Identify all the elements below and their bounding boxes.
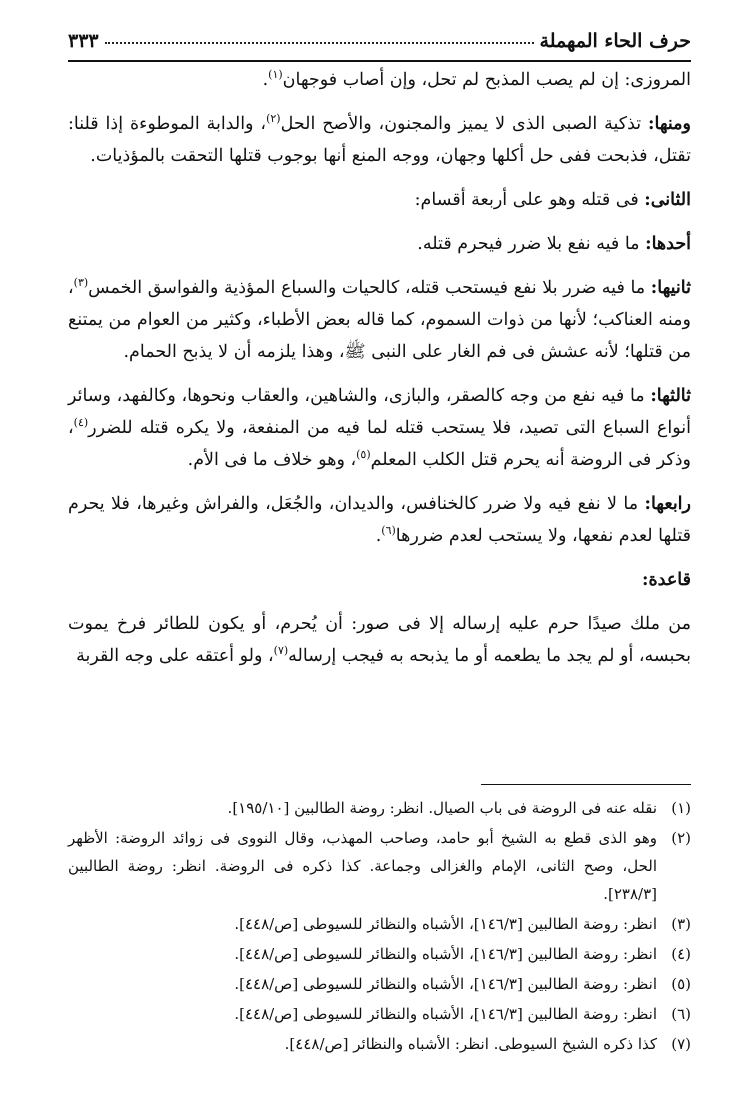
- page-number: ٣٣٣: [68, 30, 99, 52]
- running-header: [68, 16, 691, 52]
- paragraph-6: ثالثها: ما فيه نفع من وجه كالصقر، والبازى، والشاهين، والعقاب ونحوها، وكالفهد، وسائر أنواع السباع التى تصيد، فلا يستحب قتله لما فيه من المنفعة، ولا يكره قتله للضرر$^{(٤)}$، وذكر فى الروضة أنه يحرم قتل الكلب المعلم$^{(٥)}$، وهو خلاف ما فى الأم.: [68, 386, 691, 470]
- footnote-ref-5: (٥): [356, 448, 371, 462]
- footnote: (٥)انظر: روضة الطالبين [١٤٦/٣]، الأشباه والنظائر للسيوطى [ص/٤٤٨].: [234, 975, 691, 993]
- footnote: (٤)انظر: روضة الطالبين [١٤٦/٣]، الأشباه والنظائر للسيوطى [ص/٤٤٨].: [234, 945, 691, 963]
- leader-dots: [105, 41, 534, 44]
- footnotes: [68, 794, 691, 1060]
- paragraph-5: ثانيها: ما فيه ضرر بلا نفع فيستحب قتله، كالحيات والسباع المؤذية والفواسق الخمس$^{(٣)}$، ومنه العناكب؛ لأنها من ذوات السموم، كما قاله بعض الأطباء، وكثير من العوام من يمتنع من قتلها؛ لأنه عشش فى فم الغار على النبى ﷺ، وهذا يلزمه أن لا يذبح الحمام.: [68, 276, 691, 362]
- section-heading: قاعدة:: [642, 570, 691, 590]
- paragraph-7: رابعها: ما لا نفع فيه ولا ضرر كالخنافس، والديدان، والجُعَل، والفراش وغيرها، فلا يحرم قتلها لعدم نفعها، ولا يستحب لعدم ضررها$^{(٦)}$.: [68, 494, 691, 546]
- footnote: (١)نقله عنه فى الروضة فى باب الصيال. انظر: روضة الطالبين [١٩٥/١٠].: [227, 799, 691, 817]
- paragraph-4: أحدها: ما فيه نفع بلا ضرر فيحرم قتله.: [417, 234, 691, 254]
- footnote-ref-7: (٧): [273, 644, 289, 658]
- paragraph-2: ومنها: تذكية الصبى الذى لا يميز والمجنون، والأصح الحل$^{(٢)}$، والدابة الموطوءة إذا قلنا: تقتل، فذبحت ففى حل أكلها وجهان، ووجه المنع أنها بوجوب قتلها التحقت بالمؤذيات.: [68, 112, 691, 166]
- footnote-rule: [481, 784, 691, 785]
- paragraph-8: من ملك صيدًا حرم عليه إرساله إلا فى صور: أن يُحرم، أو يكون للطائر فرخ يموت بحبسه، أو لم يجد ما يطعمه أو ما يذبحه به فيجب إرساله$^{(٧)}$، ولو أعتقه على وجه القربة: [68, 614, 691, 666]
- header-rule: [68, 60, 691, 62]
- footnote-ref-1: (١): [268, 68, 283, 82]
- footnote: (٧)كذا ذكره الشيخ السيوطى. انظر: الأشباه والنظائر [ص/٤٤٨].: [284, 1035, 691, 1053]
- paragraph-1: المروزى: إن لم يصب المذبح لم تحل، وإن أصاب فوجهان$^{(١)}$.: [262, 68, 691, 90]
- paragraph-3: الثانى: فى قتله وهو على أربعة أقسام:: [414, 190, 691, 210]
- footnote-ref-2: (٢): [266, 112, 281, 126]
- main-text: [68, 64, 691, 684]
- footnote: (٣)انظر: روضة الطالبين [١٤٦/٣]، الأشباه والنظائر للسيوطى [ص/٤٤٨].: [234, 915, 691, 933]
- footnote-ref-6: (٦): [381, 524, 396, 538]
- footnote-ref-4: (٤): [73, 416, 89, 430]
- footnote: (٢)وهو الذى قطع به الشيخ أبو حامد، وصاحب المهذب، وقال النووى فى زوائد الروضة: الأظهر الحل، وصح الثانى، الإمام والغزالى وجماعة. كذا ذكره فى الروضة. انظر: روضة الطالبين [٢٣٨/٣].: [68, 829, 691, 903]
- chapter-title: حرف الحاء المهملة: [539, 30, 691, 52]
- footnote-ref-3: (٣): [73, 276, 89, 290]
- footnote: (٦)انظر: روضة الطالبين [١٤٦/٣]، الأشباه والنظائر للسيوطى [ص/٤٤٨].: [234, 1005, 691, 1023]
